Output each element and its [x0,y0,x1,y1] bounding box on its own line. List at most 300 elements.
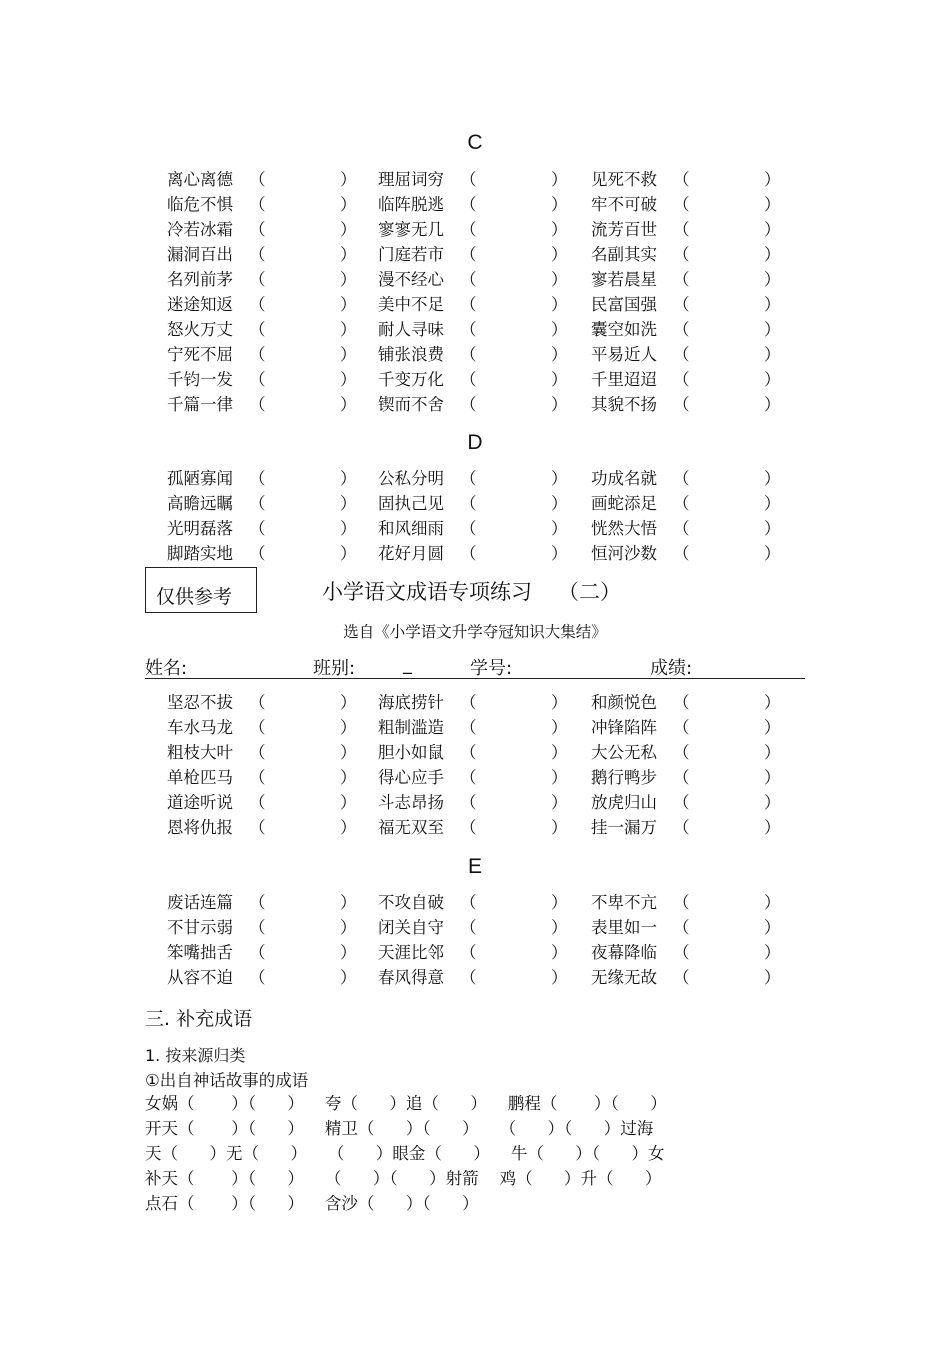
answer-blank-close: ） [764,494,781,513]
fill-in-lines [145,1091,785,1216]
idiom-entry [167,541,357,566]
answer-blank-open: （ [673,345,690,364]
idiom-entry [591,541,781,566]
answer-blank-open: （ [249,718,266,737]
answer-blank-open: （ [460,370,477,389]
idiom-entry [167,317,357,342]
answer-blank-close: ） [551,245,568,264]
idiom-row [167,765,787,790]
answer-blank-close: ） [764,469,781,488]
idiom-entry [378,292,568,317]
answer-blank-open: （ [460,768,477,787]
fill-in-line: 天（ ）无（ ） （ ）眼金（ ） 牛（ ）（ ）女 [145,1144,665,1163]
idiom-entry [591,466,781,491]
idiom-text: 孤陋寡闻 [167,469,233,488]
idiom-text: 牢不可破 [591,195,657,214]
answer-blank-close: ） [340,245,357,264]
idiom-entry [591,815,781,840]
idiom-entry [167,940,357,965]
answer-blank-close: ） [764,295,781,314]
answer-blank-open: （ [249,918,266,937]
answer-blank-open: （ [249,743,266,762]
idiom-entry [167,715,357,740]
idiom-entry [591,217,781,242]
answer-blank-open: （ [460,544,477,563]
idiom-row [167,317,787,342]
answer-blank-close: ） [551,519,568,538]
answer-blank-close: ） [340,320,357,339]
answer-blank-close: ） [551,195,568,214]
idiom-text: 冷若冰霜 [167,220,233,239]
worksheet-title [322,576,621,606]
idiom-entry [167,392,357,417]
answer-blank-close: ） [340,220,357,239]
idiom-text: 千钧一发 [167,370,233,389]
idiom-entry [378,317,568,342]
answer-blank-close: ） [764,693,781,712]
answer-blank-close: ） [340,943,357,962]
answer-blank-close: ） [764,220,781,239]
idiom-entry [167,915,357,940]
answer-blank-close: ） [764,195,781,214]
idiom-entry [167,890,357,915]
idiom-entry [591,192,781,217]
answer-blank-open: （ [249,345,266,364]
idiom-row [167,690,787,715]
answer-blank-close: ） [551,395,568,414]
answer-blank-close: ） [551,718,568,737]
idiom-row [167,740,787,765]
section-letter-c: C [467,131,483,154]
answer-blank-close: ） [551,469,568,488]
idiom-entry [591,790,781,815]
idiom-text: 光明磊落 [167,519,233,538]
name-label: 姓名: [145,658,188,679]
idiom-text: 斗志昂扬 [378,793,444,812]
answer-blank-open: （ [460,494,477,513]
answer-blank-close: ） [340,918,357,937]
idiom-text: 春风得意 [378,968,444,987]
fill-in-line: 女娲（ ）（ ） 夸（ ）追（ ） 鹏程（ ）（ ） [145,1094,667,1113]
idiom-text: 恩将仇报 [167,818,233,837]
idiom-text: 理屈词穷 [378,170,444,189]
idiom-text: 民富国强 [591,295,657,314]
answer-blank-open: （ [673,893,690,912]
idiom-text: 其貌不扬 [591,395,657,414]
idiom-text: 冲锋陷阵 [591,718,657,737]
answer-blank-close: ） [551,918,568,937]
answer-blank-open: （ [249,768,266,787]
idiom-entry [378,367,568,392]
idiom-entry [378,890,568,915]
answer-blank-close: ） [764,968,781,987]
idiom-text: 无缘无故 [591,968,657,987]
answer-blank-close: ） [764,320,781,339]
idiom-entry [591,317,781,342]
section-three-heading: 三. 补充成语 [145,1008,253,1030]
answer-blank-open: （ [460,345,477,364]
answer-blank-open: （ [460,395,477,414]
answer-blank-close: ） [551,544,568,563]
idiom-entry [167,292,357,317]
idiom-row [167,915,787,940]
idiom-entry [378,242,568,267]
answer-blank-close: ） [764,793,781,812]
answer-blank-open: （ [460,918,477,937]
idiom-row [167,965,787,990]
idiom-entry [378,715,568,740]
answer-blank-open: （ [673,195,690,214]
answer-blank-close: ） [340,544,357,563]
answer-blank-close: ） [340,469,357,488]
answer-blank-close: ） [551,968,568,987]
answer-blank-open: （ [673,395,690,414]
answer-blank-open: （ [673,768,690,787]
answer-blank-close: ） [340,893,357,912]
answer-blank-open: （ [673,544,690,563]
idiom-grid-c [167,167,787,417]
idiom-entry [167,740,357,765]
answer-blank-close: ） [764,893,781,912]
answer-blank-close: ） [340,693,357,712]
idiom-entry [591,392,781,417]
idiom-text: 废话连篇 [167,893,233,912]
answer-blank-close: ） [551,220,568,239]
idiom-text: 花好月圆 [378,544,444,563]
idiom-text: 和风细雨 [378,519,444,538]
answer-blank-open: （ [673,245,690,264]
answer-blank-close: ） [340,195,357,214]
idiom-text: 漏洞百出 [167,245,233,264]
idiom-text: 福无双至 [378,818,444,837]
idiom-text: 大公无私 [591,743,657,762]
idiom-entry [167,765,357,790]
answer-blank-close: ） [551,768,568,787]
idiom-text: 闭关自守 [378,918,444,937]
answer-blank-open: （ [460,170,477,189]
idiom-text: 寥寥无几 [378,220,444,239]
answer-blank-close: ） [340,718,357,737]
idiom-entry [167,516,357,541]
answer-blank-close: ） [551,295,568,314]
answer-blank-close: ） [764,519,781,538]
answer-blank-close: ） [764,270,781,289]
idiom-entry [167,167,357,192]
answer-blank-open: （ [460,295,477,314]
answer-blank-close: ） [764,718,781,737]
idiom-entry [378,740,568,765]
idiom-entry [591,516,781,541]
idiom-entry [378,267,568,292]
idiom-entry [591,292,781,317]
answer-blank-close: ） [340,743,357,762]
answer-blank-open: （ [673,693,690,712]
idiom-entry [378,541,568,566]
idiom-entry [591,940,781,965]
idiom-text: 道途听说 [167,793,233,812]
answer-blank-open: （ [673,718,690,737]
answer-blank-open: （ [673,494,690,513]
answer-blank-open: （ [249,519,266,538]
idiom-entry [378,815,568,840]
answer-blank-open: （ [249,395,266,414]
answer-blank-open: （ [673,943,690,962]
idiom-row [167,342,787,367]
answer-blank-open: （ [673,295,690,314]
subsection-by-source: 1. 按来源归类 [145,1046,246,1065]
answer-blank-close: ） [764,943,781,962]
idiom-text: 铺张浪费 [378,345,444,364]
idiom-text: 得心应手 [378,768,444,787]
idiom-entry [378,790,568,815]
idiom-row [167,940,787,965]
fill-in-line: 点石（ ）（ ） 含沙（ ）（ ） [145,1194,479,1213]
answer-blank-open: （ [249,220,266,239]
idiom-entry [167,965,357,990]
answer-blank-close: ） [340,793,357,812]
answer-blank-open: （ [249,943,266,962]
idiom-entry [378,491,568,516]
student-number-label: 学号: [470,658,513,679]
answer-blank-open: （ [673,793,690,812]
idiom-text: 车水马龙 [167,718,233,737]
idiom-text: 功成名就 [591,469,657,488]
idiom-entry [378,965,568,990]
answer-blank-open: （ [673,370,690,389]
answer-blank-close: ） [551,170,568,189]
idiom-text: 流芳百世 [591,220,657,239]
answer-blank-open: （ [460,469,477,488]
idiom-text: 离心离德 [167,170,233,189]
idiom-text: 漫不经心 [378,270,444,289]
idiom-grid-e [167,890,787,990]
idiom-text: 千里迢迢 [591,370,657,389]
answer-blank-close: ） [340,345,357,364]
idiom-text: 坚忍不拔 [167,693,233,712]
answer-blank-close: ） [340,519,357,538]
idiom-row [167,890,787,915]
idiom-text: 名列前茅 [167,270,233,289]
answer-blank-close: ） [764,370,781,389]
idiom-row [167,516,787,541]
idiom-entry [167,242,357,267]
fill-in-line: 补天（ ）（ ） （ ）（ ）射箭 鸡（ ）升（ ） [145,1169,662,1188]
idiom-text: 名副其实 [591,245,657,264]
idiom-row [167,167,787,192]
idiom-entry [591,965,781,990]
idiom-entry [378,217,568,242]
idiom-text: 锲而不舍 [378,395,444,414]
answer-blank-open: （ [249,195,266,214]
idiom-row [167,541,787,566]
idiom-text: 脚踏实地 [167,544,233,563]
idiom-text: 囊空如洗 [591,320,657,339]
answer-blank-close: ） [551,743,568,762]
idiom-text: 高瞻远瞩 [167,494,233,513]
answer-blank-close: ） [551,943,568,962]
answer-blank-open: （ [460,718,477,737]
idiom-entry [378,192,568,217]
answer-blank-open: （ [249,170,266,189]
answer-blank-close: ） [764,918,781,937]
idiom-text: 挂一漏万 [591,818,657,837]
answer-blank-open: （ [673,270,690,289]
answer-blank-open: （ [249,544,266,563]
idiom-text: 恒河沙数 [591,544,657,563]
idiom-text: 耐人寻味 [378,320,444,339]
idiom-text: 单枪匹马 [167,768,233,787]
idiom-text: 怒火万丈 [167,320,233,339]
idiom-text: 固执己见 [378,494,444,513]
answer-blank-close: ） [551,370,568,389]
idiom-entry [378,466,568,491]
answer-blank-open: （ [673,818,690,837]
idiom-entry [591,765,781,790]
idiom-entry [591,167,781,192]
idiom-text: 夜幕降临 [591,943,657,962]
idiom-entry [167,192,357,217]
answer-blank-close: ） [340,818,357,837]
answer-blank-open: （ [673,320,690,339]
fill-in-line: 开天（ ）（ ） 精卫（ ）（ ） （ ）（ ）过海 [145,1119,654,1138]
idiom-entry [167,790,357,815]
idiom-entry [591,242,781,267]
idiom-entry [591,915,781,940]
answer-blank-close: ） [551,320,568,339]
idiom-row [167,790,787,815]
idiom-entry [378,940,568,965]
idiom-entry [378,342,568,367]
answer-blank-open: （ [673,968,690,987]
idiom-row [167,392,787,417]
idiom-text: 公私分明 [378,469,444,488]
answer-blank-close: ） [764,544,781,563]
idiom-text: 门庭若市 [378,245,444,264]
answer-blank-close: ） [340,370,357,389]
idiom-entry [167,367,357,392]
idiom-text: 放虎归山 [591,793,657,812]
idiom-text: 宁死不屈 [167,345,233,364]
answer-blank-open: （ [249,968,266,987]
answer-blank-close: ） [340,270,357,289]
idiom-entry [591,491,781,516]
idiom-text: 迷途知返 [167,295,233,314]
idiom-entry [167,217,357,242]
idiom-row [167,815,787,840]
idiom-entry [167,690,357,715]
answer-blank-open: （ [460,893,477,912]
answer-blank-close: ） [551,793,568,812]
idiom-text: 表里如一 [591,918,657,937]
idiom-row [167,491,787,516]
answer-blank-open: （ [460,743,477,762]
answer-blank-close: ） [764,818,781,837]
idiom-text: 不甘示弱 [167,918,233,937]
title-text: 小学语文成语专项练习 [322,580,532,604]
section-letter-d: D [467,431,483,454]
answer-blank-open: （ [673,170,690,189]
answer-blank-open: （ [460,320,477,339]
idiom-row [167,292,787,317]
answer-blank-open: （ [249,469,266,488]
idiom-text: 美中不足 [378,295,444,314]
idiom-text: 寥若晨星 [591,270,657,289]
answer-blank-open: （ [673,918,690,937]
subsection-mythology: ①出自神话故事的成语 [145,1071,309,1090]
idiom-grid-page2 [167,690,787,840]
answer-blank-open: （ [249,494,266,513]
idiom-grid-d [167,466,787,566]
idiom-text: 从容不迫 [167,968,233,987]
idiom-text: 粗制滥造 [378,718,444,737]
idiom-entry [378,765,568,790]
idiom-entry [167,815,357,840]
idiom-text: 千变万化 [378,370,444,389]
answer-blank-close: ） [340,494,357,513]
idiom-entry [591,267,781,292]
answer-blank-close: ） [764,245,781,264]
answer-blank-close: ） [551,818,568,837]
answer-blank-open: （ [460,968,477,987]
answer-blank-close: ） [340,170,357,189]
idiom-text: 临危不惧 [167,195,233,214]
answer-blank-close: ） [764,345,781,364]
idiom-text: 千篇一律 [167,395,233,414]
section-letter-e: E [467,855,482,878]
idiom-entry [591,342,781,367]
idiom-text: 和颜悦色 [591,693,657,712]
idiom-entry [591,690,781,715]
answer-blank-open: （ [460,693,477,712]
idiom-row [167,715,787,740]
score-label: 成绩: [650,658,693,679]
answer-blank-open: （ [460,220,477,239]
answer-blank-open: （ [249,370,266,389]
answer-blank-close: ） [551,270,568,289]
idiom-entry [167,466,357,491]
answer-blank-open: （ [249,245,266,264]
answer-blank-close: ） [551,693,568,712]
idiom-entry [167,491,357,516]
idiom-text: 胆小如鼠 [378,743,444,762]
answer-blank-open: （ [249,693,266,712]
idiom-row [167,242,787,267]
answer-blank-open: （ [249,320,266,339]
answer-blank-close: ） [340,295,357,314]
class-label: 班别: [313,658,356,679]
title-number: （二） [558,580,621,604]
answer-blank-close: ） [764,395,781,414]
idiom-row [167,367,787,392]
answer-blank-open: （ [673,469,690,488]
idiom-entry [378,915,568,940]
idiom-row [167,466,787,491]
idiom-entry [378,392,568,417]
answer-blank-open: （ [673,519,690,538]
answer-blank-open: （ [249,818,266,837]
idiom-text: 笨嘴拙舌 [167,943,233,962]
class-blank: _ [403,654,412,675]
idiom-text: 画蛇添足 [591,494,657,513]
answer-blank-close: ） [340,768,357,787]
answer-blank-close: ） [551,494,568,513]
answer-blank-open: （ [460,818,477,837]
idiom-entry [167,342,357,367]
answer-blank-open: （ [460,270,477,289]
answer-blank-close: ） [764,170,781,189]
worksheet-subtitle: 选自《小学语文升学夺冠知识大集结》 [343,623,607,641]
idiom-entry [591,715,781,740]
